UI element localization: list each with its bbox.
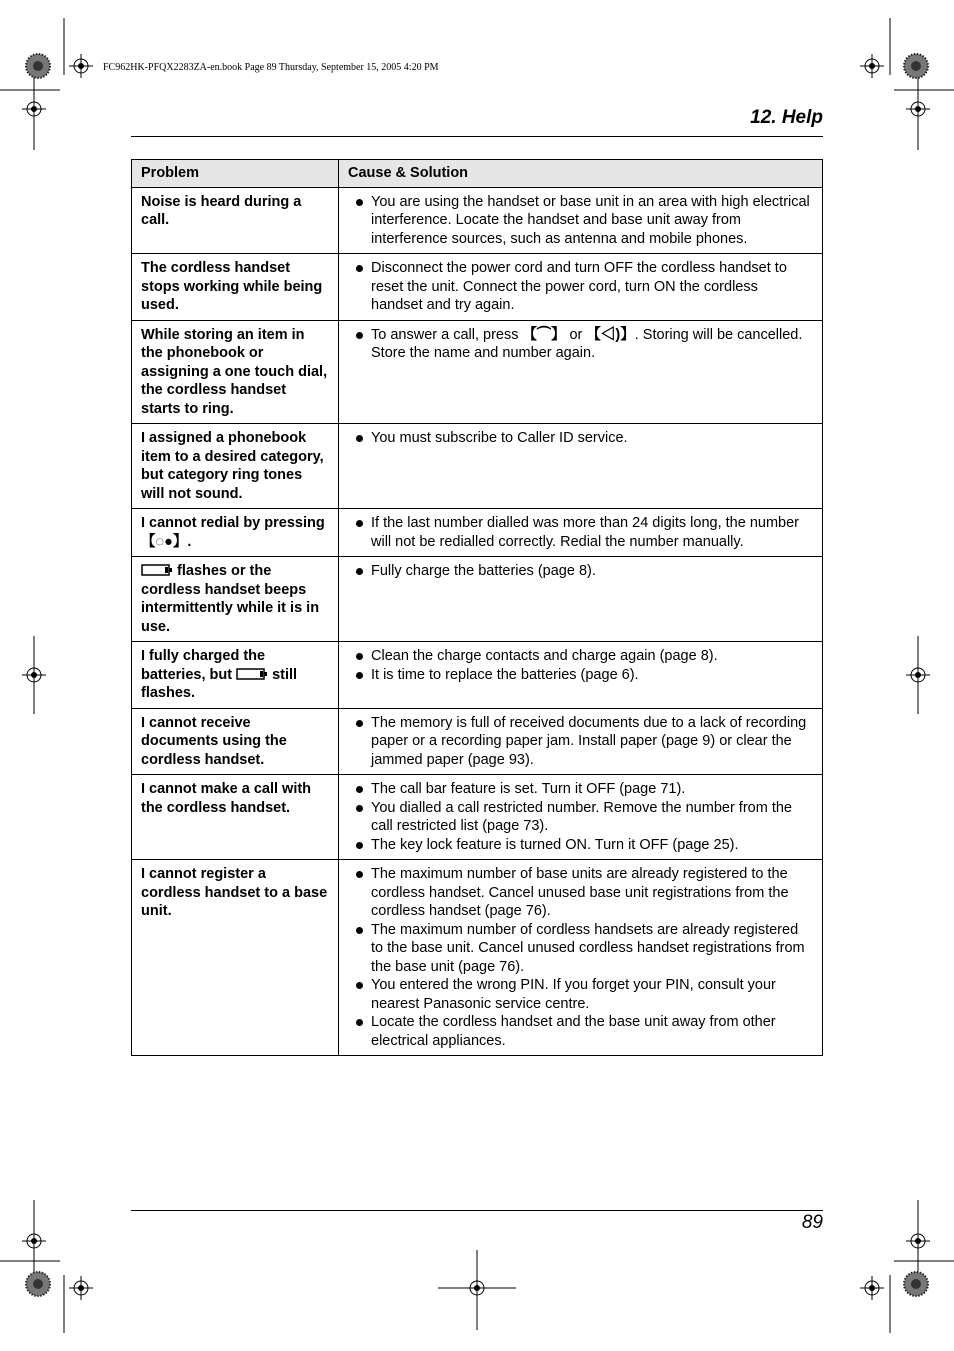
problem-cell: The cordless handset stops working while being used. [132, 254, 339, 321]
solution-item: It is time to replace the batteries (page 6). [348, 666, 813, 685]
solution-text: or [565, 326, 587, 343]
solution-cell [339, 775, 823, 860]
bottom-rule [131, 1210, 823, 1211]
solution-cell [339, 642, 823, 709]
solution-item: Fully charge the batteries (page 8). [348, 562, 813, 581]
problem-cell: Noise is heard during a call. [132, 187, 339, 254]
solution-item: You dialled a call restricted number. Remove the number from the call restricted list (page 73). [348, 799, 813, 836]
solution-text: . Storing will be cancelled. Store the name and number again. [371, 326, 803, 361]
problem-text: . [187, 533, 192, 550]
table-row [132, 860, 823, 1056]
solution-item: Disconnect the power cord and turn OFF the cordless handset to reset the unit. Connect the power cord, turn ON the cordless handset and try again. [348, 259, 813, 315]
problem-text: I cannot redial by pressing [141, 515, 325, 531]
solution-cell [339, 708, 823, 775]
talk-key-icon: 【⏜】 [522, 326, 566, 343]
solution-cell [339, 424, 823, 509]
problem-text: flashes or the cordless handset beeps intermittently while it is in use. [141, 563, 320, 635]
table-row [132, 642, 823, 709]
table-header-row [132, 160, 823, 188]
top-rule [131, 136, 823, 137]
table-row [132, 509, 823, 557]
table-row [132, 424, 823, 509]
solution-item: You must subscribe to Caller ID service. [348, 429, 813, 448]
problem-cell: I cannot register a cordless handset to a base unit. [132, 860, 339, 1056]
table-row [132, 320, 823, 424]
solution-item: If the last number dialled was more than 24 digits long, the number will not be redialled correctly. Redial the number manually. [348, 514, 813, 551]
problem-cell [132, 557, 339, 642]
solution-item: The memory is full of received documents due to a lack of recording paper or a recording paper jam. Install paper (page 9) or clear the jammed paper (page 93). [348, 714, 813, 770]
table-row [132, 187, 823, 254]
battery-icon [141, 564, 173, 576]
solution-cell [339, 860, 823, 1056]
solution-item: You entered the wrong PIN. If you forget your PIN, consult your nearest Panasonic service centre. [348, 976, 813, 1013]
problem-cell: I cannot make a call with the cordless handset. [132, 775, 339, 860]
table-row [132, 708, 823, 775]
solution-item: The maximum number of cordless handsets are already registered to the base unit. Cancel unused cordless handset registrations from the base unit (page 76). [348, 921, 813, 977]
solution-cell [339, 509, 823, 557]
header-cause-solution: Cause & Solution [339, 160, 823, 188]
solution-item: The call bar feature is set. Turn it OFF (page 71). [348, 780, 813, 799]
solution-text: To answer a call, press [371, 326, 523, 343]
solution-item: Locate the cordless handset and the base unit away from other electrical appliances. [348, 1013, 813, 1050]
solution-item: The key lock feature is turned ON. Turn it OFF (page 25). [348, 836, 813, 855]
solution-item [348, 326, 813, 363]
troubleshooting-table [131, 159, 823, 1056]
solution-item: The maximum number of base units are already registered to the cordless handset. Cancel unused base unit registrations from the cordless handset (page 76). [348, 865, 813, 921]
solution-cell [339, 254, 823, 321]
speaker-key-icon: 【◁)】 [586, 326, 635, 343]
section-title: 12. Help [750, 107, 823, 128]
battery-icon [236, 668, 268, 680]
problem-cell: While storing an item in the phonebook or assigning a one touch dial, the cordless handset starts to ring. [132, 320, 339, 424]
solution-cell [339, 557, 823, 642]
solution-item: Clean the charge contacts and charge again (page 8). [348, 647, 813, 666]
solution-cell [339, 187, 823, 254]
page-number: 89 [801, 1212, 823, 1233]
solution-cell [339, 320, 823, 424]
problem-cell [132, 642, 339, 709]
problem-cell: I assigned a phonebook item to a desired category, but category ring tones will not sound. [132, 424, 339, 509]
redial-key-icon: 【◌●】 [141, 533, 188, 550]
problem-cell: I cannot receive documents using the cordless handset. [132, 708, 339, 775]
solution-item: You are using the handset or base unit in an area with high electrical interference. Locate the handset and base unit away from interference sources, such as antenna and mobile phones. [348, 193, 813, 249]
problem-cell [132, 509, 339, 557]
problem-text: still flashes. [141, 666, 298, 701]
header-problem: Problem [132, 160, 339, 188]
table-row [132, 775, 823, 860]
problem-text: I fully charged the batteries, but [141, 648, 266, 683]
print-header: FC962HK-PFQX2283ZA-en.book Page 89 Thursday, September 15, 2005 4:20 PM [103, 62, 439, 73]
table-row [132, 557, 823, 642]
table-row [132, 254, 823, 321]
